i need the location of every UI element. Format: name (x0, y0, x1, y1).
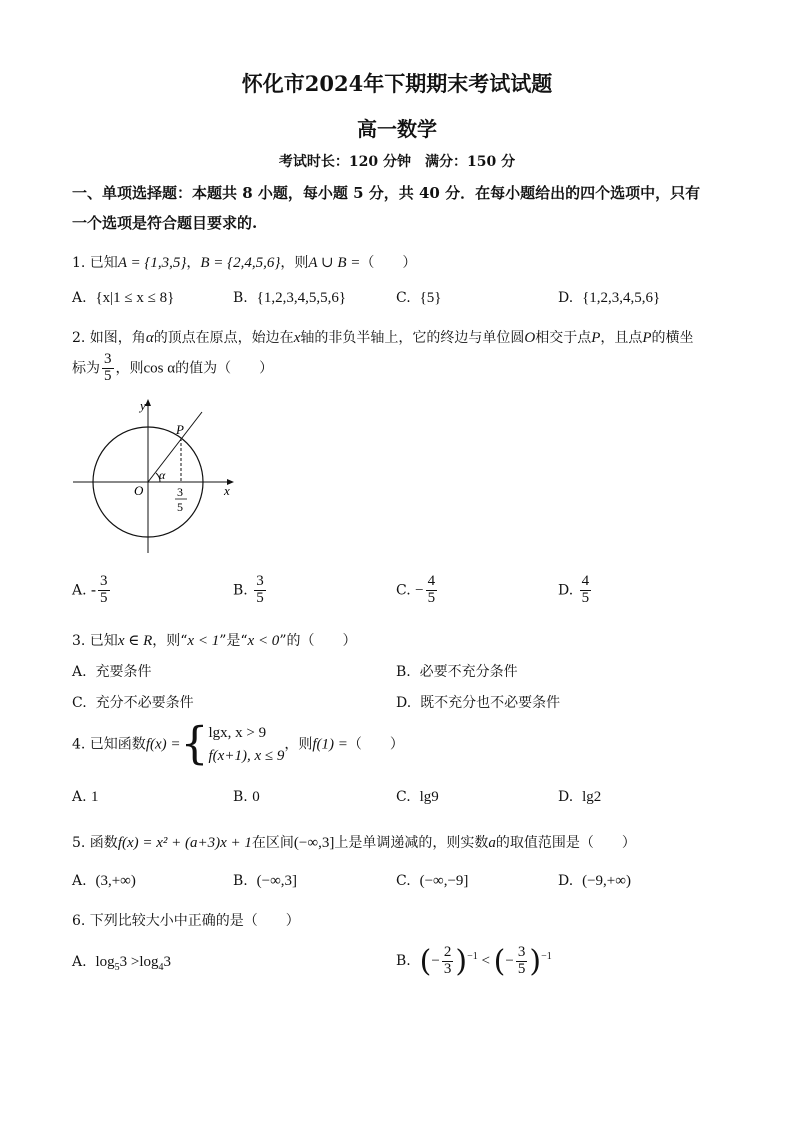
q4-option-d[interactable] (558, 789, 601, 806)
option-letter: C. (396, 290, 411, 306)
option-letter: B. (233, 582, 248, 599)
q2-text: 轴的非负半轴上，它的终边与单位圆 (300, 330, 525, 346)
q1-option-b[interactable] (233, 290, 346, 307)
numerator: 3 (104, 351, 112, 367)
option-letter: D. (558, 582, 574, 599)
q3-text: ”的（ ） (279, 633, 357, 649)
q4-text: ，则 (284, 736, 313, 753)
sign-1: − (431, 952, 440, 969)
fig-label-x: x (224, 483, 230, 498)
option-expression (419, 944, 552, 979)
option-letter: D. (558, 789, 574, 805)
q3-condition: x ∈ R (117, 633, 153, 649)
q3-p: x < 1 (187, 633, 220, 649)
question-1-stem (72, 252, 416, 272)
q4-text: 4. 已知函数 (72, 736, 146, 753)
q3-option-a[interactable] (72, 661, 151, 681)
q4-option-c[interactable] (396, 789, 439, 806)
option-text: lg9 (419, 789, 439, 805)
numerator: 2 (443, 944, 452, 961)
question-2-stem-line1 (72, 327, 694, 347)
q2-option-d[interactable] (558, 574, 593, 607)
q2-text: 的顶点在原点，始边在 (153, 330, 294, 346)
log-base-1: 5 (114, 962, 120, 973)
log-arg-1: 3 > (119, 954, 140, 970)
q3-q: x < 0 (247, 633, 280, 649)
option-letter: C. (72, 695, 87, 711)
q2-text: 2. 如图，角 (72, 330, 146, 346)
q1-comma: ， (186, 255, 201, 271)
piecewise-brace: { (180, 718, 209, 770)
option-letter: B. (233, 290, 248, 306)
denominator: 5 (256, 589, 264, 606)
option-text: 必要不充分条件 (419, 664, 518, 680)
q5-text: 的取值范围是（ ） (495, 835, 636, 851)
option-fraction (98, 574, 110, 607)
denominator: 5 (427, 589, 436, 606)
q5-interval: (−∞,3] (293, 835, 335, 851)
denominator: 3 (443, 961, 452, 977)
option-fraction (254, 574, 266, 607)
numerator: 3 (100, 573, 108, 589)
q3-text: ”是“ (219, 633, 248, 649)
case-2: f(x+1), x ≤ 9 (208, 747, 285, 764)
q4-function: f(x) = (145, 736, 181, 753)
log-base-2: 4 (158, 962, 164, 973)
q2-alpha: α (145, 330, 154, 346)
q5-option-b[interactable] (233, 873, 297, 890)
q3-text: ，则“ (152, 633, 188, 649)
piecewise-cases (209, 722, 285, 767)
q2-text: 的横坐 (651, 330, 694, 346)
q5-text: 上是单调递减的，则实数 (334, 835, 489, 851)
option-text: (3,+∞) (95, 873, 136, 889)
q3-option-d[interactable] (396, 692, 560, 712)
case-1: lgx, x > 9 (208, 725, 267, 741)
q2-text: ，且点 (600, 330, 643, 346)
fig-frac-denominator: 5 (177, 500, 183, 514)
option-letter: D. (558, 873, 574, 889)
q1-set-a: A = {1,3,5} (117, 255, 187, 271)
option-letter: A. (72, 664, 87, 680)
q5-option-a[interactable] (72, 873, 136, 890)
question-2-stem-line2 (72, 352, 273, 385)
denominator: 5 (517, 961, 526, 977)
q2-option-c[interactable] (396, 574, 439, 607)
q3-text: 3. 已知 (72, 633, 118, 649)
section-heading-line1: 一、单项选择题：本题共 8 小题，每小题 5 分，共 40 分．在每小题给出的四个选项中，只有 (72, 184, 701, 202)
option-text: {5} (419, 290, 442, 306)
q2-cos: cos α (143, 360, 176, 377)
q2-option-b[interactable] (233, 574, 268, 607)
option-letter: A. (72, 954, 87, 970)
numerator: 4 (581, 573, 590, 589)
exam-meta: 考试时长：120 分钟 满分：150 分 (278, 154, 516, 170)
option-text: (−∞,3] (256, 873, 298, 889)
option-text: 充要条件 (95, 664, 152, 680)
denominator: 5 (581, 589, 590, 606)
option-letter: D. (396, 695, 412, 711)
option-text: {x|1 ≤ x ≤ 8} (95, 290, 175, 306)
q2-o: O (524, 330, 536, 346)
q3-option-c[interactable] (72, 692, 194, 712)
numerator: 3 (517, 944, 526, 961)
q5-variable: a (488, 835, 496, 851)
option-text: 既不充分也不必要条件 (420, 695, 561, 711)
option-fraction (580, 574, 592, 607)
y-axis-arrow (145, 399, 151, 406)
numerator: 4 (427, 573, 436, 589)
q3-option-b[interactable] (396, 661, 518, 681)
q1-set-b: B = {2,4,5,6} (200, 255, 281, 271)
q5-option-c[interactable] (396, 873, 468, 890)
right-paren: ) (455, 944, 468, 979)
option-letter: B. (233, 873, 248, 889)
option-text: lg2 (582, 789, 602, 805)
option-text: (−∞,−9] (419, 873, 469, 889)
q5-option-d[interactable] (558, 873, 631, 890)
option-letter: D. (558, 290, 574, 306)
log-1: log (95, 954, 115, 970)
denominator: 5 (104, 367, 112, 384)
q1-union: A ∪ B = (308, 255, 361, 271)
q6-option-a[interactable] (72, 954, 171, 973)
q5-function: f(x) = x² + (a+3)x + 1 (117, 835, 252, 851)
q4-text: （ ） (347, 736, 404, 753)
q2-text: 的值为（ ） (175, 360, 274, 377)
option-letter: B. (396, 952, 411, 969)
option-text: 充分不必要条件 (95, 695, 194, 711)
q2-text: 相交于点 (535, 330, 592, 346)
option-letter: A. (72, 582, 87, 599)
option-letter: A. (72, 290, 87, 306)
option-letter: A. (72, 873, 87, 889)
exponent-2: −1 (541, 950, 552, 962)
q2-text: ，则 (115, 360, 144, 377)
question-5-stem (72, 832, 636, 852)
q1-suffix: ，则 (280, 255, 309, 271)
option-sign: - (91, 582, 97, 599)
option-text: 0 (252, 789, 260, 805)
q2-fraction (102, 352, 114, 385)
right-paren: ) (529, 944, 542, 979)
option-expression (95, 954, 172, 973)
q1-option-c[interactable] (396, 290, 441, 307)
q4-option-b[interactable] (233, 789, 260, 806)
option-letter: B. (233, 789, 248, 805)
q1-option-a[interactable] (72, 290, 174, 307)
q1-prefix: 1. 已知 (72, 255, 118, 271)
exam-subject: 高一数学 (357, 117, 437, 141)
unit-circle-figure (68, 395, 238, 560)
option-letter: B. (396, 664, 411, 680)
option-text: {1,2,3,4,5,6} (582, 290, 661, 306)
q1-paren: （ ） (360, 255, 417, 271)
fraction-2 (516, 945, 528, 978)
sign-2: − (505, 952, 514, 969)
q4-f1: f(1) = (312, 736, 348, 753)
fig-label-p: P (176, 422, 184, 437)
question-3-stem (72, 630, 356, 650)
option-text: (−9,+∞) (582, 873, 631, 889)
option-text: {1,2,3,4,5,5,6} (256, 290, 347, 306)
option-sign: − (415, 582, 424, 599)
numerator: 3 (256, 573, 264, 589)
section-heading-line2: 一个选项是符合题目要求的. (72, 214, 258, 232)
left-paren: ( (493, 944, 506, 979)
question-4-stem (72, 718, 404, 770)
question-6-stem: 6. 下列比较大小中正确的是（ ） (72, 913, 300, 929)
q6-option-b[interactable] (396, 944, 552, 979)
fig-label-o: O (134, 483, 144, 498)
fig-label-y: y (140, 398, 146, 413)
less-than: < (481, 952, 490, 969)
terminal-side (148, 412, 202, 482)
q5-text: 在区间 (251, 835, 294, 851)
q4-option-a[interactable] (72, 789, 99, 806)
q2-p: P (591, 330, 601, 346)
log-2: log (139, 954, 159, 970)
q1-option-d[interactable] (558, 290, 660, 307)
fig-label-alpha: α (159, 468, 166, 482)
log-arg-2: 3 (163, 954, 172, 970)
denominator: 5 (100, 589, 108, 606)
fraction-1 (442, 945, 454, 978)
q2-option-a[interactable] (72, 574, 112, 607)
q5-text: 5. 函数 (72, 835, 118, 851)
q2-p: P (642, 330, 652, 346)
option-letter: C. (396, 582, 411, 599)
option-text: 1 (91, 789, 99, 805)
q2-x: x (293, 330, 301, 346)
fig-frac-numerator: 3 (177, 485, 183, 499)
left-paren: ( (419, 944, 432, 979)
option-letter: A. (72, 789, 87, 805)
q2-text: 标为 (72, 360, 100, 377)
exponent-1: −1 (467, 950, 478, 962)
option-letter: C. (396, 873, 411, 889)
exam-title: 怀化市2024年下期期末考试试题 (241, 71, 553, 96)
option-letter: C. (396, 789, 411, 805)
option-fraction (426, 574, 438, 607)
